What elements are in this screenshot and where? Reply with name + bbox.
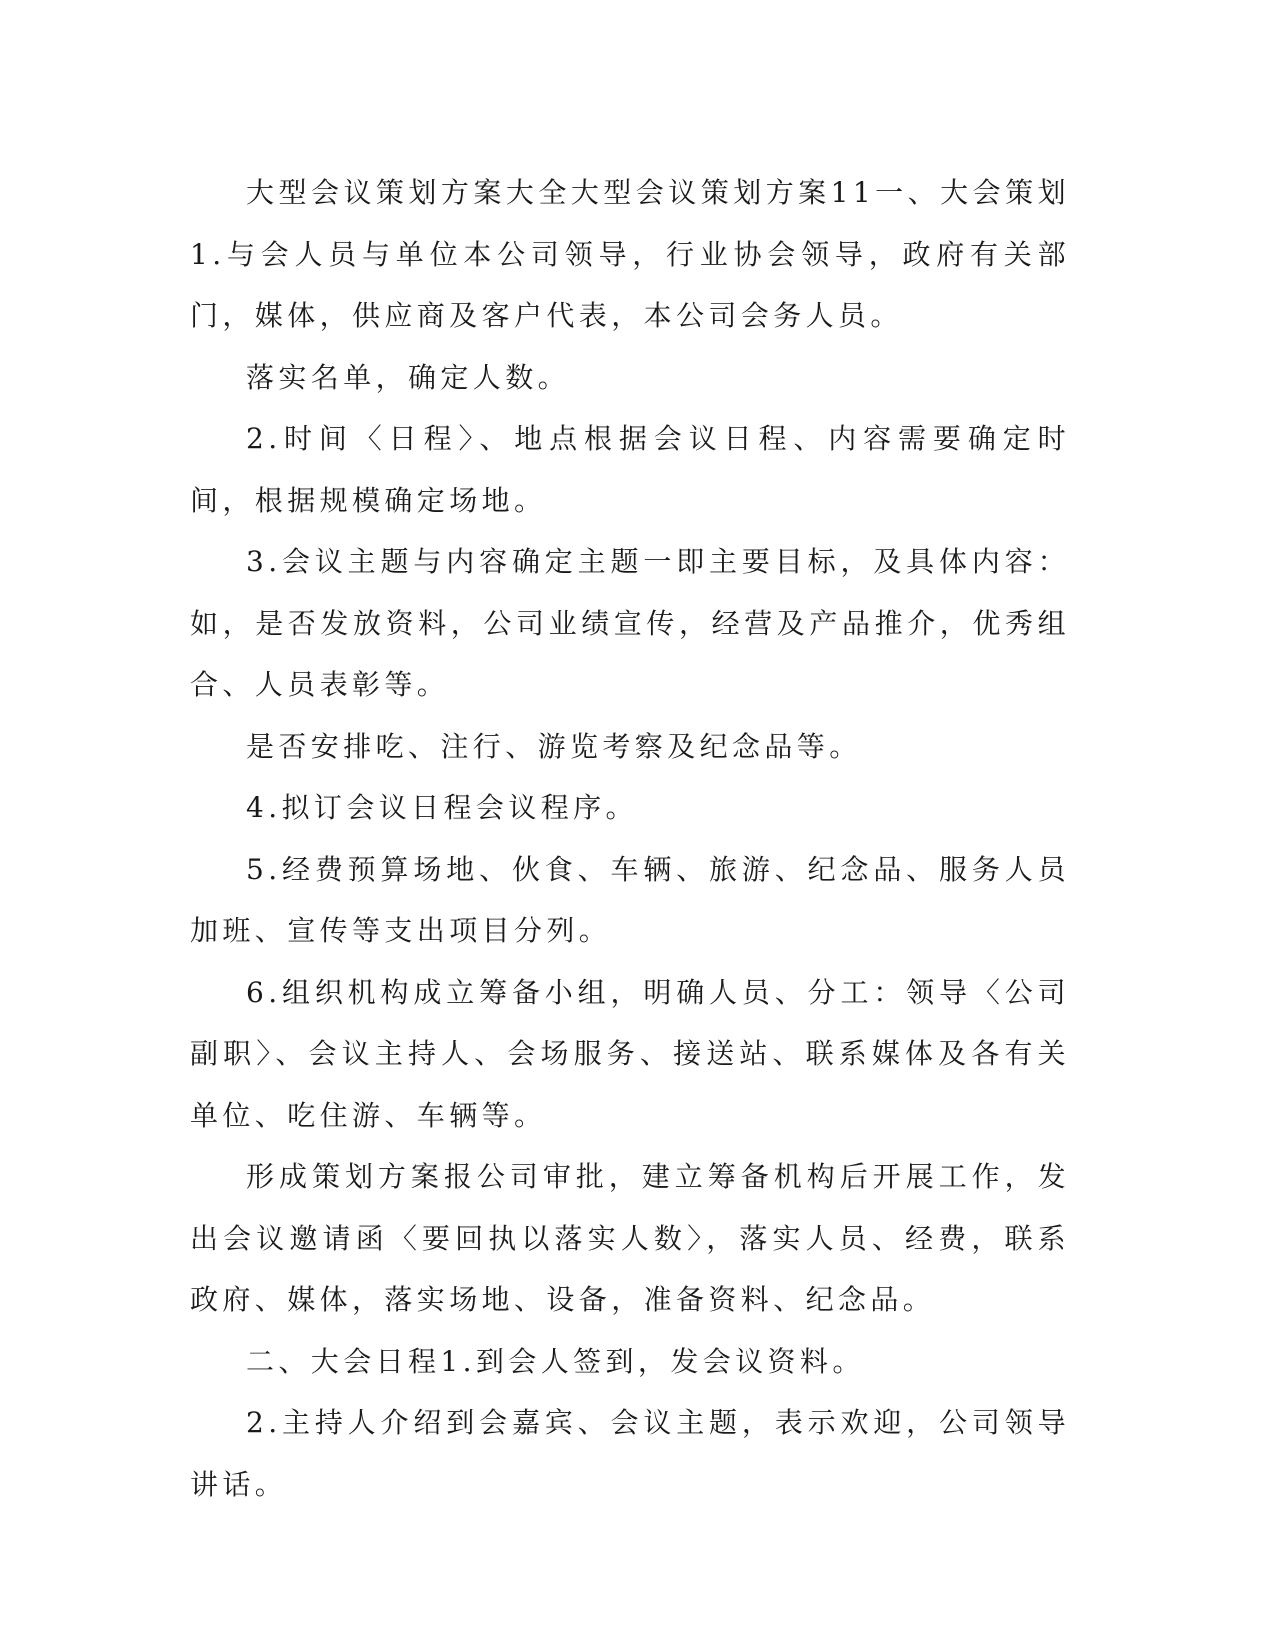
paragraph-10: 二、大会日程1.到会人签到，发会议资料。	[246, 1344, 865, 1378]
paragraph-9: 形成策划方案报公司审批，建立筹备机构后开展工作，发出会议邀请函〈要回执以落实人数〉，落实人员、经费，联系政府、媒体，落实场地、设备，准备资料、纪念品。	[190, 1160, 1070, 1316]
paragraph-3: 2.时间〈日程〉、地点根据会议日程、内容需要确定时间，根据规模确定场地。	[190, 422, 1070, 517]
paragraph-7: 5.经费预算场地、伙食、车辆、旅游、纪念品、服务人员加班、宣传等支出项目分列。	[190, 852, 1070, 947]
paragraph-11: 2.主持人介绍到会嘉宾、会议主题，表示欢迎，公司领导讲话。	[190, 1406, 1070, 1501]
paragraph-2: 落实名单，确定人数。	[246, 360, 571, 394]
paragraph-1: 大型会议策划方案大全大型会议策划方案11一、大会策划1.与会人员与单位本公司领导，行业协会领导，政府有关部门，媒体，供应商及客户代表，本公司会务人员。	[190, 176, 1070, 332]
paragraph-8: 6.组织机构成立筹备小组，明确人员、分工：领导〈公司副职〉、会议主持人、会场服务、接送站、联系媒体及各有关单位、吃住游、车辆等。	[190, 975, 1070, 1132]
paragraph-6: 4.拟订会议日程会议程序。	[246, 791, 638, 824]
paragraph-4: 3.会议主题与内容确定主题一即主要目标，及具体内容：如，是否发放资料，公司业绩宣传，经营及产品推介，优秀组合、人员表彰等。	[190, 545, 1070, 701]
document-body	[190, 162, 1070, 1515]
paragraph-5: 是否安排吃、注行、游览考察及纪念品等。	[246, 729, 862, 763]
